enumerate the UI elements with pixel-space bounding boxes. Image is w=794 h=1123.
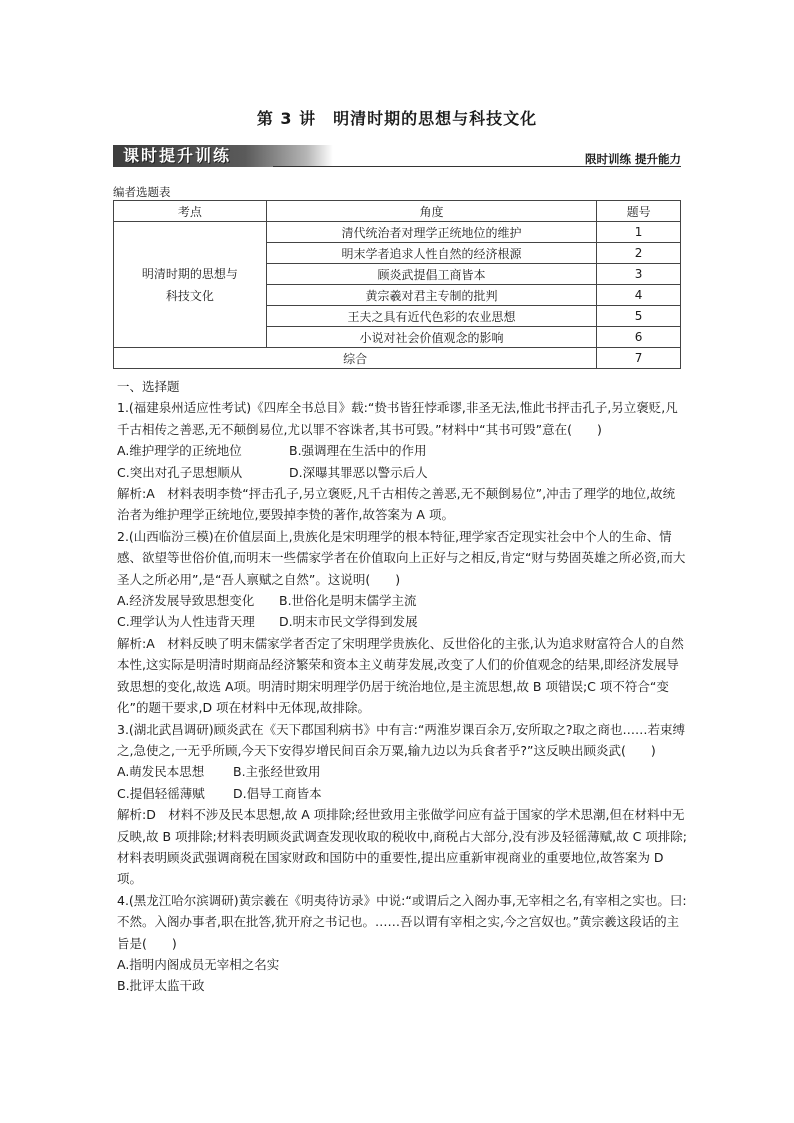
option: D.明末市民文学得到发展	[279, 614, 418, 630]
angle-cell: 清代统治者对理学正统地位的维护	[266, 222, 596, 243]
angle-cell: 顾炎武提倡工商皆本	[266, 264, 596, 285]
option: B.批评太监干政	[117, 978, 205, 994]
angle-cell: 明末学者追求人性自然的经济根源	[266, 243, 596, 264]
question-stem: 2.(山西临汾三模)在价值层面上,贵族化是宋明理学的根本特征,理学家否定现实社会中个人的生命、情感、欲望等世俗价值,而明末一些儒家学者在价值取向上正好与之相反,肯定“财与势固英雄之所必资,而大圣人之所必用”,是“吾人禀赋之自然”。这说明( )	[117, 528, 686, 587]
option: A.萌发民本思想	[117, 764, 205, 780]
lesson-title: 第 3 讲 明清时期的思想与科技文化	[256, 109, 538, 128]
option: A.经济发展导致思想变化	[117, 593, 255, 609]
option: C.突出对孔子思想顺从	[117, 464, 243, 480]
summary-cell: 综合	[114, 348, 597, 369]
answer-analysis: 解析:D 材料不涉及民本思想,故 A 项排除;经世致用主张做学问应有益于国家的学术思潮,但在材料中无反映,故 B 项排除;材料表明顾炎武调查发现收取的税收中,商税占大部分,没有涉及轻徭薄赋,故 C 项排除;材料表明顾炎武强调商税在国家财政和国防中的重要性,提出应重新审视商业的重要地位,故答案为 D 项。	[117, 807, 688, 887]
option-row	[117, 611, 687, 632]
topic-cell	[114, 222, 267, 348]
topic-text: 明清时期的思想与科技文化	[141, 266, 238, 303]
selector-table	[113, 200, 681, 369]
section-heading: 一、选择题	[117, 379, 180, 394]
table-row	[114, 222, 681, 243]
option: B.强调理在生活中的作用	[289, 443, 427, 459]
number-cell: 7	[597, 348, 681, 369]
banner-slogan: 限时训练 提升能力	[584, 152, 681, 166]
angle-cell: 黄宗羲对君主专制的批判	[266, 285, 596, 306]
option: D.倡导工商皆本	[233, 785, 322, 801]
question-stem: 1.(福建泉州适应性考试)《四库全书总目》载:“贽书皆狂悖乖谬,非圣无法,惟此书抨击孔子,另立褒贬,凡千古相传之善恶,无不颠倒易位,尤以罪不容诛者,其书可毁。”材料中“其书可毁”意在( )	[117, 400, 678, 437]
number-cell: 3	[597, 264, 681, 285]
number-cell: 5	[597, 306, 681, 327]
option: A.维护理学的正统地位	[117, 443, 242, 459]
option: C.提倡轻徭薄赋	[117, 785, 205, 801]
number-cell: 1	[597, 222, 681, 243]
option-row	[117, 462, 687, 483]
table-header-cell: 考点	[114, 201, 267, 222]
angle-cell: 小说对社会价值观念的影响	[266, 327, 596, 348]
option-row	[117, 761, 687, 782]
selector-table-label: 编者选题表	[113, 185, 171, 199]
table-summary-row	[114, 348, 681, 369]
option-row	[117, 783, 687, 804]
option: C.理学认为人性违背天理	[117, 614, 255, 630]
angle-cell: 王夫之具有近代色彩的农业思想	[266, 306, 596, 327]
question-stem: 4.(黑龙江哈尔滨调研)黄宗羲在《明夷待访录》中说:“或谓后之入阁办事,无宰相之名,有宰相之实也。曰:不然。入阁办事者,职在批答,犹开府之书记也。……吾以谓有宰相之实,今之宫奴也。”黄宗羲这段话的主旨是( )	[117, 892, 687, 951]
table-header-cell: 题号	[597, 201, 681, 222]
number-cell: 6	[597, 327, 681, 348]
number-cell: 4	[597, 285, 681, 306]
option: B.主张经世致用	[233, 764, 321, 780]
question-stem: 3.(湖北武昌调研)顾炎武在《天下郡国利病书》中有言:“两淮岁课百余万,安所取之?取之商也……若束缚之,急使之,一无乎所顾,今天下安得岁增民间百余万粟,输九边以为兵食者乎?”这反映出顾炎武( )	[117, 721, 685, 758]
option: D.深曝其罪恶以警示后人	[289, 464, 428, 480]
table-header-cell: 角度	[266, 201, 596, 222]
option-row	[117, 440, 687, 461]
option: B.世俗化是明末儒学主流	[279, 593, 417, 609]
option-row	[117, 590, 687, 611]
question-content	[117, 376, 687, 997]
banner-row	[113, 145, 681, 167]
section-banner: 课时提升训练	[113, 145, 333, 167]
table-header-row	[114, 201, 681, 222]
answer-analysis: 解析:A 材料表明李贽“抨击孔子,另立褒贬,凡千古相传之善恶,无不颠倒易位”,冲击了理学的地位,故统治者为维护理学正统地位,要毁掉李贽的著作,故答案为 A 项。	[117, 486, 676, 523]
answer-analysis: 解析:A 材料反映了明末儒家学者否定了宋明理学贵族化、反世俗化的主张,认为追求财富符合人的自然本性,这实际是明清时期商品经济繁荣和资本主义萌芽发展,改变了人们的价值观念的结果,即经济发展导致思想的变化,故选 A项。明清时期宋明理学仍居于统治地位,是主流思想,故 B 项错误;C 项不符合“变化”的题干要求,D 项在材料中无体现,故排除。	[117, 635, 684, 716]
option: A.指明内阁成员无宰相之名实	[117, 956, 280, 972]
number-cell: 2	[597, 243, 681, 264]
